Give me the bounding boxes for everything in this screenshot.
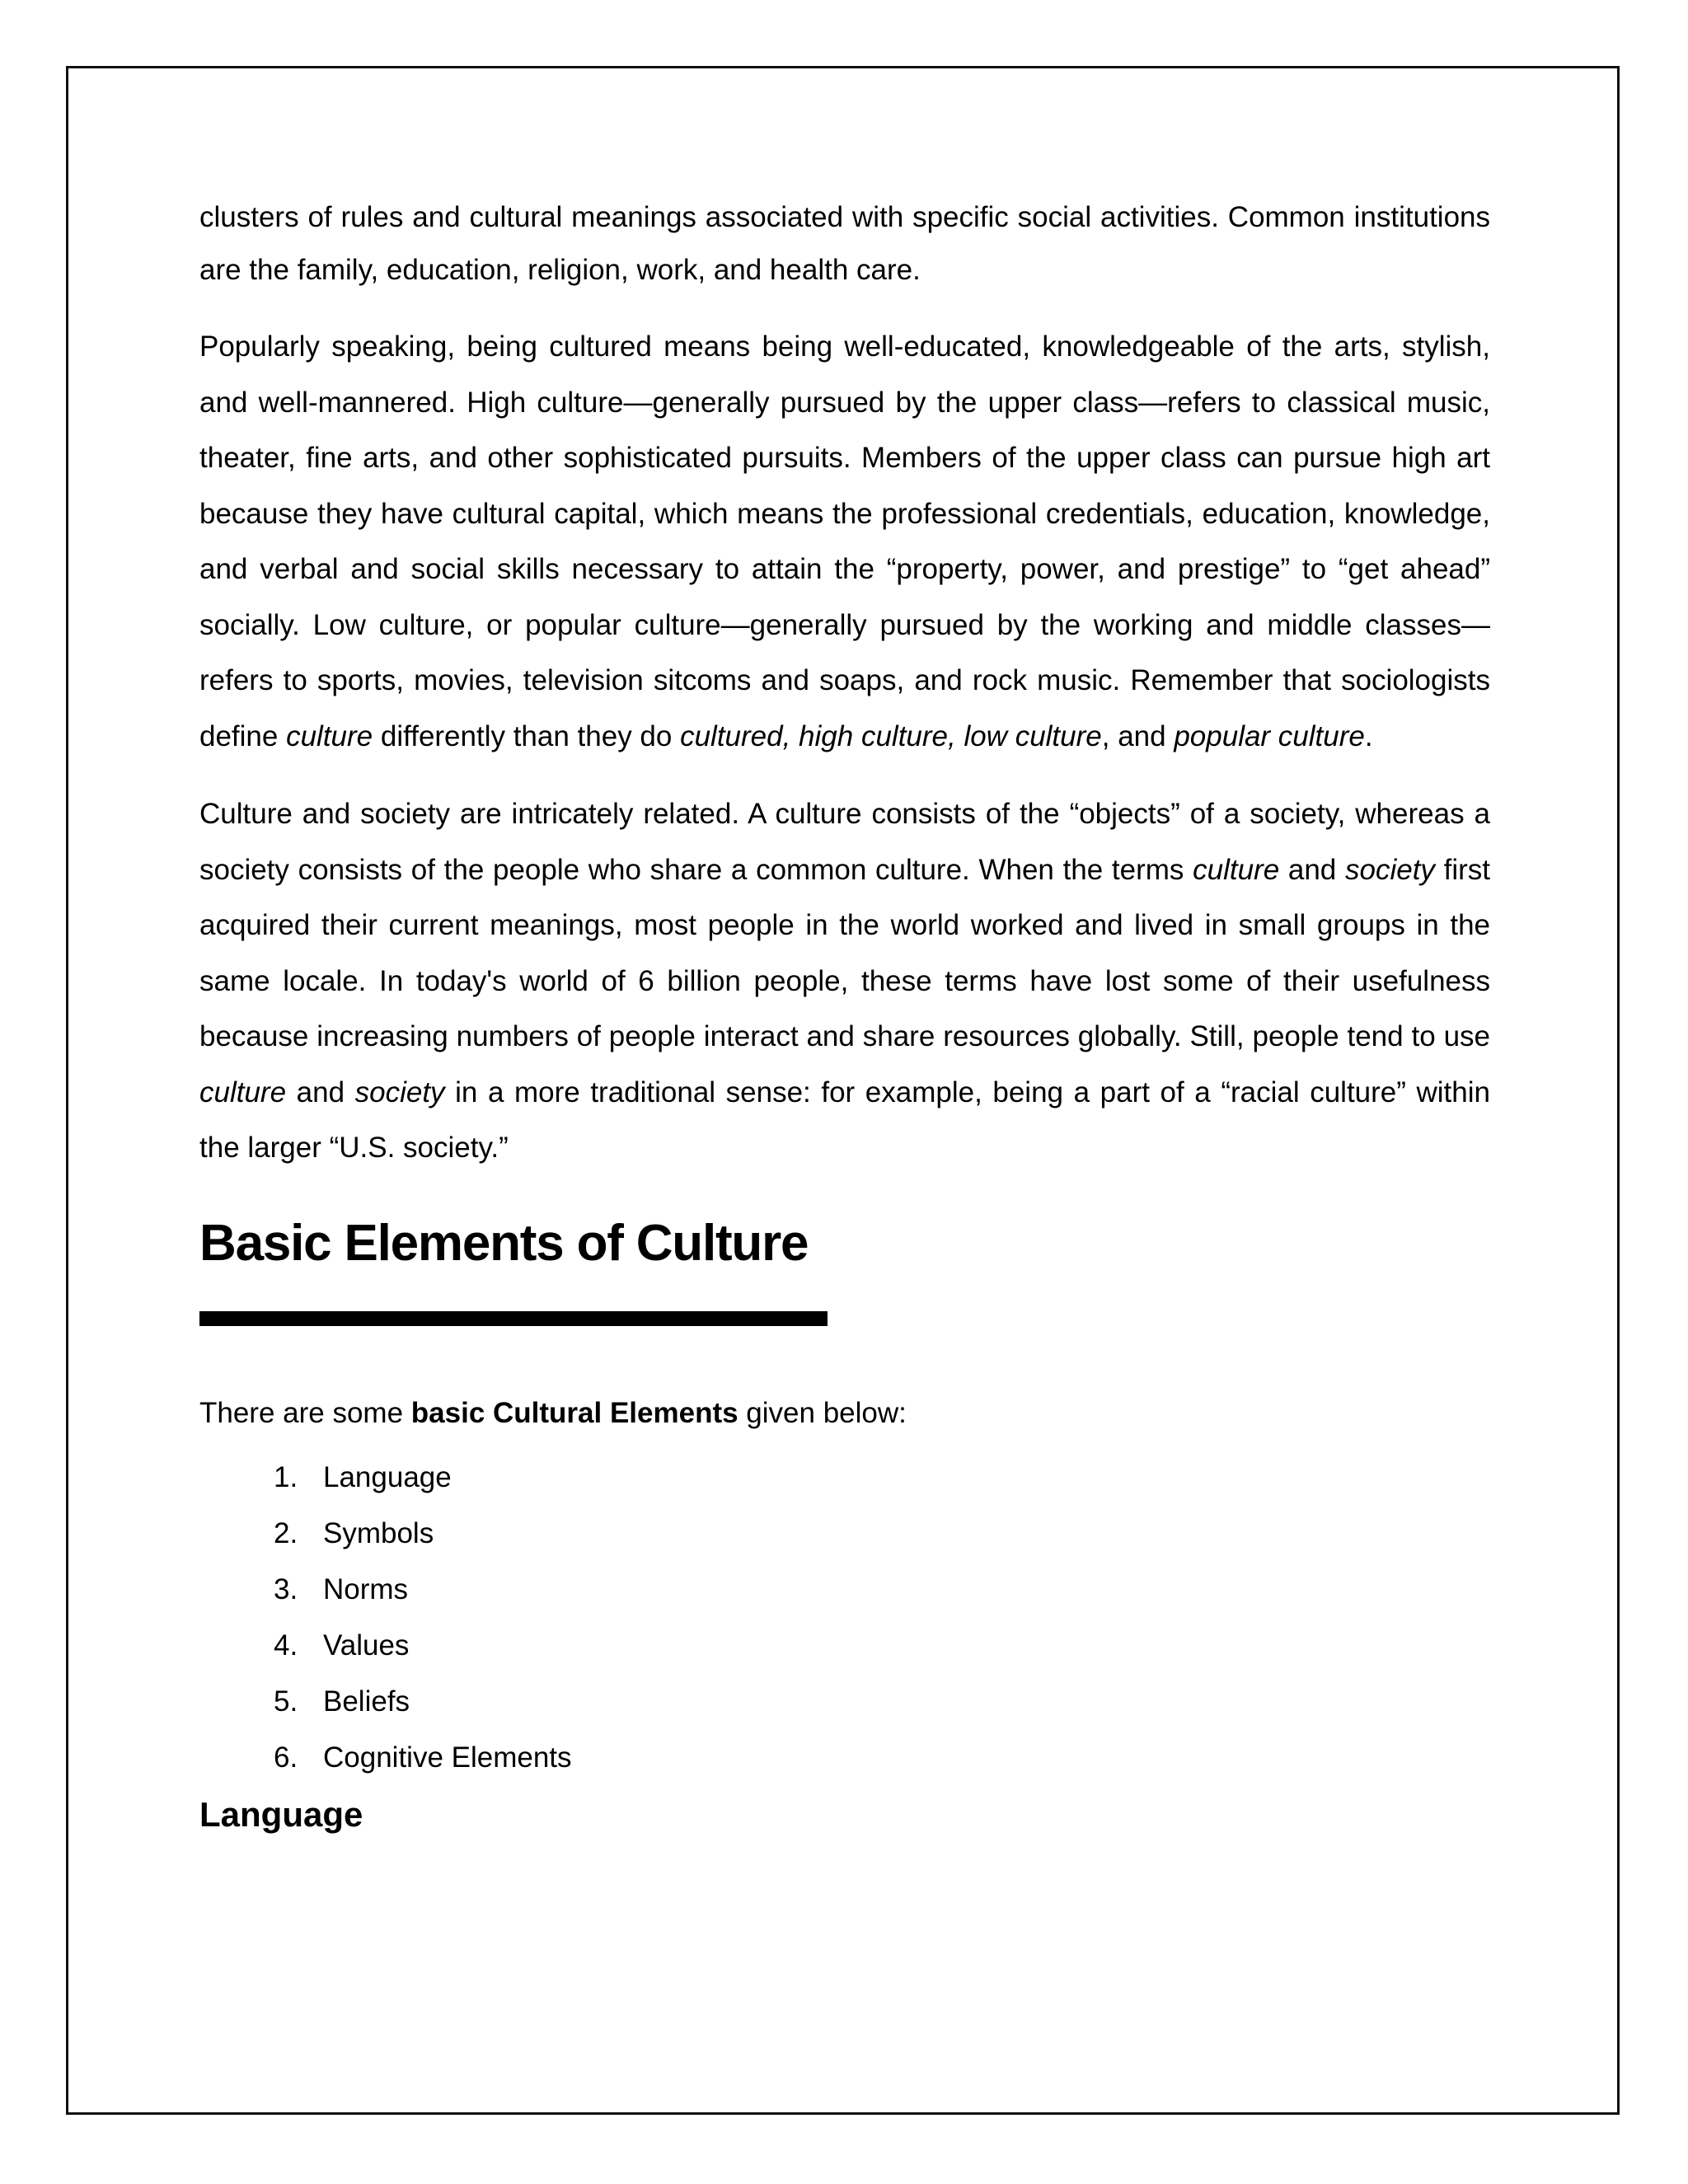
list-item [199, 1674, 1490, 1730]
list-item [199, 1506, 1490, 1562]
paragraph-text: differently than they do [373, 719, 681, 752]
list-item-label: Cognitive Elements [323, 1741, 572, 1774]
italic-term: society [1344, 853, 1435, 886]
italic-term: society [354, 1076, 445, 1108]
paragraph-text: , and [1101, 719, 1175, 752]
list-item [199, 1730, 1490, 1786]
italic-term: culture [199, 1076, 287, 1108]
elements-intro [199, 1394, 1490, 1433]
paragraph-text: Popularly speaking, being cultured means being well-educated, knowledgeable of the arts, stylish, and well-mannered. High culture—generally pursued by the upper class—refers to classical music, theater, fine arts, and other sophisticated pursuits. Members of the upper class can pursue high art because they have cultural capital, which means the professional credentials, education, knowledge, and verbal and social skills necessary to attain the “property, power, and prestige” to “get ahead” socially. Low culture, or popular culture—generally pursued by the working and middle classes—refers to sports, movies, television sitcoms and soaps, and rock music. Remember that sociologists define [199, 330, 1490, 752]
paragraph-text: and [286, 1076, 355, 1108]
italic-term: culture [286, 719, 373, 752]
list-number: 2. [274, 1516, 298, 1549]
list-item [199, 1450, 1490, 1506]
list-item-label: Norms [323, 1572, 409, 1605]
italic-term: culture [1193, 853, 1280, 886]
list-item-label: Values [323, 1629, 410, 1661]
intro-text: There are some [199, 1396, 411, 1429]
italic-term: popular culture [1174, 719, 1365, 752]
paragraph-text: . [1364, 719, 1373, 752]
list-number: 1. [274, 1460, 298, 1493]
heading-underline-rule [199, 1311, 828, 1326]
intro-text: given below: [738, 1396, 907, 1429]
subsection-heading: Language [199, 1794, 363, 1834]
paragraph-institutions [199, 191, 1490, 297]
list-item-label: Language [323, 1460, 452, 1493]
list-item [199, 1618, 1490, 1674]
list-item [199, 1562, 1490, 1618]
list-item-label: Beliefs [323, 1685, 410, 1718]
paragraph-text: in a more traditional sense: for example, being a part of a “racial culture” within the larger “U.S. society.” [199, 1076, 1490, 1164]
section-heading: Basic Elements of Culture [199, 1214, 809, 1272]
list-number: 4. [274, 1629, 298, 1661]
document-body [199, 191, 1490, 1844]
cultural-elements-list [199, 1450, 1490, 1786]
list-number: 6. [274, 1741, 298, 1774]
paragraph-text: clusters of rules and cultural meanings associated with specific social activities. Common institutions are the family, education, religion, work, and health care. [199, 201, 1490, 286]
paragraph-culture-society [199, 786, 1490, 1176]
list-number: 5. [274, 1685, 298, 1718]
paragraph-high-low-culture [199, 319, 1490, 764]
paragraph-text: Culture and society are intricately related. A culture consists of the “objects” of a society, whereas a society consists of the people who share a common culture. When the terms [199, 798, 1490, 886]
paragraph-text: and [1279, 853, 1345, 886]
paragraph-text: first acquired their current meanings, most people in the world worked and lived in small groups in the same locale. In today's world of 6 billion people, these terms have lost some of their usefulness because increasing numbers of people interact and share resources globally. Still, people tend to use [199, 853, 1490, 1052]
list-item-label: Symbols [323, 1516, 434, 1549]
italic-term: cultured, high culture, low culture [680, 719, 1102, 752]
intro-bold-text: basic Cultural Elements [410, 1396, 738, 1429]
list-number: 3. [274, 1572, 298, 1605]
